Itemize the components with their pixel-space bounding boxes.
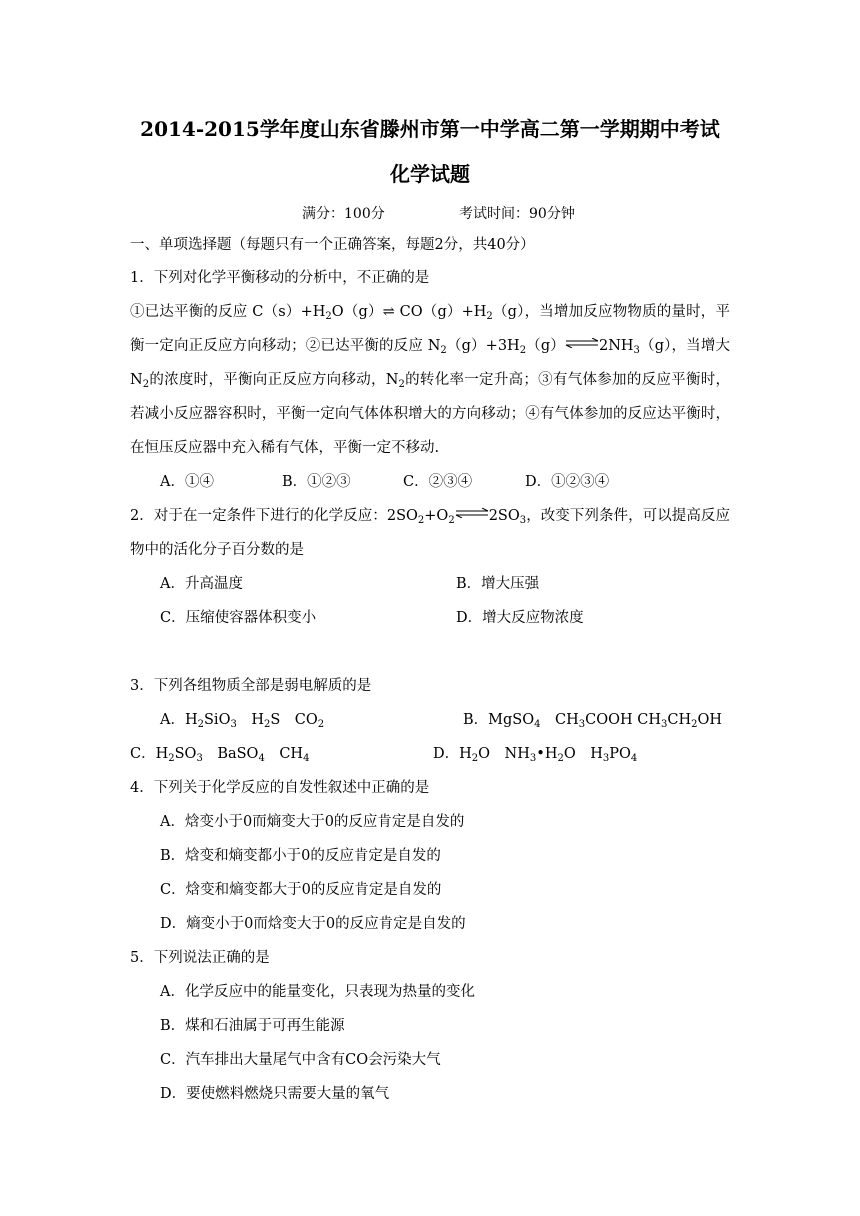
exam-time: 考试时间：90分钟 <box>459 206 575 222</box>
exam-title: 2014-2015学年度山东省滕州市第一中学高二第一学期期中考试 <box>140 117 720 141</box>
q2-stem-line-2: 物中的活化分子百分数的是 <box>130 542 304 558</box>
q2-option-d: D．增大反应物浓度 <box>456 610 584 626</box>
q4-option-a: A．焓变小于0而熵变大于0的反应肯定是自发的 <box>160 814 465 830</box>
equilibrium-arrow-icon <box>565 338 599 348</box>
q1-option-c: C．②③④ <box>403 474 473 490</box>
q1-option-b: B．①②③ <box>282 474 351 490</box>
q1-text-line-2: 衡一定向正反应方向移动；②已达平衡的反应 $N_2(g)+3H_2(g)$ $2NH_3(g)$，当增大 <box>130 338 730 356</box>
exam-subtitle: 化学试题 <box>390 162 470 186</box>
q1-text-line-3: $N_2$的浓度时，平衡向正反应方向移动，$N_2$的转化率一定升高；③有气体参加的反应平衡时， <box>130 372 731 390</box>
q5-option-d: D．要使燃料燃烧只需要大量的氧气 <box>160 1086 390 1102</box>
q4-option-c: C．焓变和熵变都大于0的反应肯定是自发的 <box>160 882 442 898</box>
q2-option-b: B．增大压强 <box>456 576 540 592</box>
q3-option-c: C．$H_2SO_3$ BaSO$_4$ $CH_4$ <box>130 746 310 764</box>
q2-stem-line-1: 2．对于在一定条件下进行的化学反应：$2SO_2+O_2$ $2SO_3$，改变下列条件，可以提高反应 <box>130 508 730 526</box>
q4-option-b: B．焓变和熵变都小于0的反应肯定是自发的 <box>160 848 441 864</box>
q5-stem: 5．下列说法正确的是 <box>130 950 270 966</box>
q1-text-line-5: 在恒压反应器中充入稀有气体，平衡一定不移动. <box>130 440 440 456</box>
q3-option-d: D．$H_2O$ $NH_3•H_2O$ $H_3PO_4$ <box>433 746 638 764</box>
full-score: 满分：100分 <box>302 206 385 222</box>
q3-option-b: B．MgSO$_4$ $CH_3COOH$ $CH_3CH_2OH$ <box>463 712 723 730</box>
q3-stem: 3．下列各组物质全部是弱电解质的是 <box>130 678 372 694</box>
q5-option-a: A．化学反应中的能量变化，只表现为热量的变化 <box>160 984 475 1000</box>
q3-option-a: A．$H_2SiO_3$ $H_2S$ $CO_2$ <box>160 712 325 730</box>
q2-option-c: C．压缩使容器体积变小 <box>160 610 317 626</box>
q1-option-d: D．①②③④ <box>525 474 610 490</box>
q2-option-a: A．升高温度 <box>160 576 243 592</box>
q4-option-d: D．熵变小于0而焓变大于0的反应肯定是自发的 <box>160 916 466 932</box>
q5-option-b: B．煤和石油属于可再生能源 <box>160 1018 345 1034</box>
section-heading: 一、单项选择题（每题只有一个正确答案，每题2分，共40分） <box>130 237 535 253</box>
q1-text-line-4: 若减小反应器容积时，平衡一定向气体体积增大的方向移动；④有气体参加的反应达平衡时， <box>130 406 730 422</box>
q1-stem: 1．下列对化学平衡移动的分析中，不正确的是 <box>130 270 430 286</box>
q1-text-line-1: ①已达平衡的反应 $C(s)+H_2O(g)\rightleftharpoons$ $CO(g)+H_2(g)$，当增加反应物物质的量时，平 <box>130 304 730 322</box>
q4-stem: 4．下列关于化学反应的自发性叙述中正确的是 <box>130 780 430 796</box>
q1-option-a: A．①④ <box>160 474 214 490</box>
equilibrium-arrow-icon <box>455 508 489 518</box>
q5-option-c: C．汽车排出大量尾气中含有CO会污染大气 <box>160 1052 441 1068</box>
